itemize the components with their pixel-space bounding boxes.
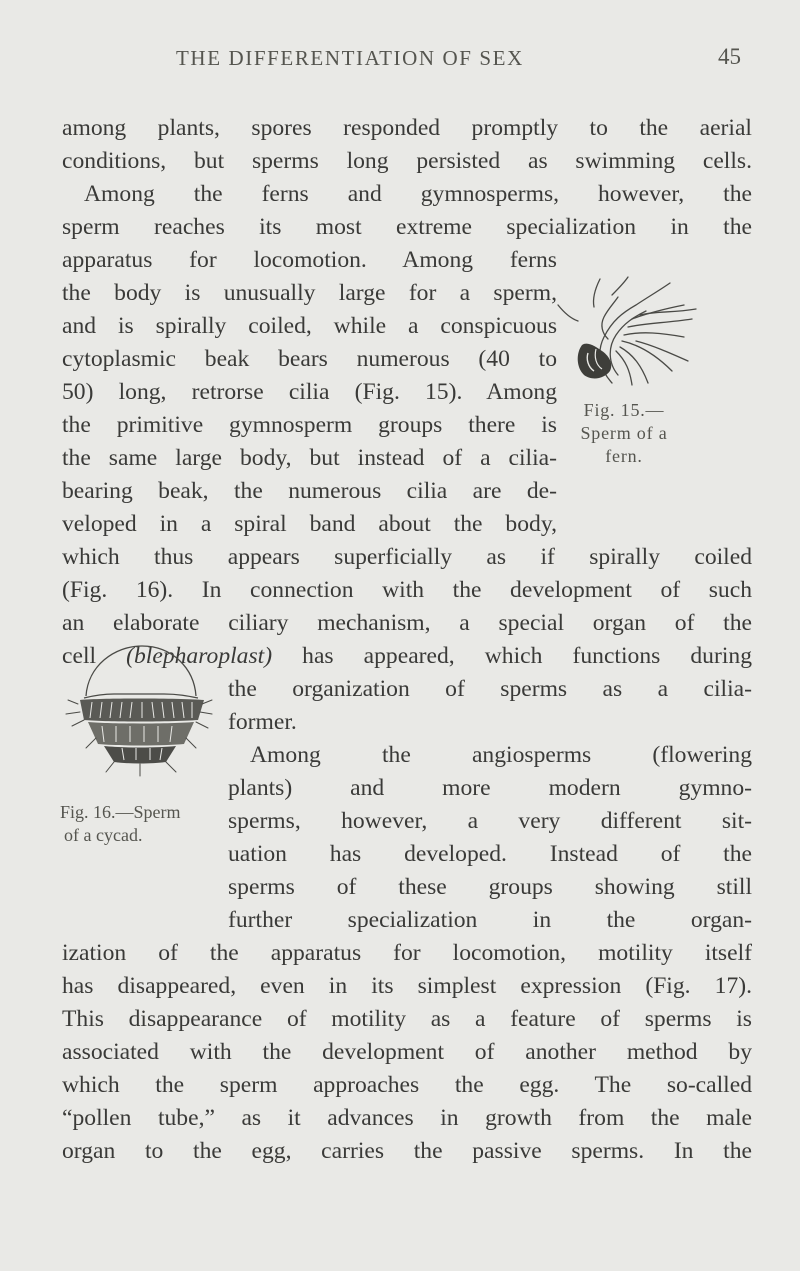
figure-15-label: Fig. 15.—: [583, 400, 665, 420]
figure-16-caption: [60, 801, 220, 847]
figure-15-caption: [558, 399, 690, 468]
text-line: bearing beak, the numerous cilia are de-: [62, 478, 557, 504]
text-line: which the sperm approaches the egg. The so-called: [62, 1072, 752, 1098]
text-line: an elaborate ciliary mechanism, a special organ of the: [62, 610, 752, 636]
text-line: has disappeared, even in its simplest expression (Fig. 17).: [62, 973, 752, 999]
text-line: (Fig. 16). In connection with the development of such: [62, 577, 752, 603]
text-line: further specialization in the organ-: [228, 907, 752, 933]
text-line: among plants, spores responded promptly to the aerial: [62, 115, 752, 141]
text-line: the same large body, but instead of a cilia-: [62, 445, 557, 471]
cycad-sperm-illustration: [62, 638, 214, 778]
text-line: organ to the egg, carries the passive sperms. In the: [62, 1138, 752, 1164]
text-line: uation has developed. Instead of the: [228, 841, 752, 867]
cell-word: cell: [62, 643, 97, 669]
text-line: Among the ferns and gymnosperms, however, the: [84, 181, 752, 207]
text-line: sperms of these groups showing still: [228, 874, 752, 900]
text-line: “pollen tube,” as it advances in growth from the male: [62, 1105, 752, 1131]
text-line: the body is unusually large for a sperm,: [62, 280, 557, 306]
figure-16-label: Fig. 16.—Sperm: [60, 802, 181, 822]
text-line: apparatus for locomotion. Among ferns: [62, 247, 557, 273]
text-line: Among the angiosperms (flowering: [250, 742, 752, 768]
figure-15-caption-line: fern.: [605, 446, 643, 466]
text-line: associated with the development of another method by: [62, 1039, 752, 1065]
text-line: conditions, but sperms long persisted as swimming cells.: [62, 148, 752, 174]
text-line: sperms, however, a very different sit-: [228, 808, 752, 834]
text-line: which thus appears superficially as if spirally coiled: [62, 544, 752, 570]
text-fragment: has appeared, which functions during: [302, 643, 752, 669]
text-line: cytoplasmic beak bears numerous (40 to: [62, 346, 557, 372]
running-head: THE DIFFERENTIATION OF SEX: [176, 46, 524, 70]
text-line: former.: [228, 709, 297, 735]
page-number: 45: [718, 44, 741, 69]
fern-sperm-illustration: [552, 275, 702, 390]
text-line: and is spirally coiled, while a conspicuous: [62, 313, 557, 339]
figure-16-caption-line: of a cycad.: [64, 825, 143, 845]
page-header: [0, 40, 800, 80]
text-line: sperm reaches its most extreme specialization in the: [62, 214, 752, 240]
text-line: the primitive gymnosperm groups there is: [62, 412, 557, 438]
text-line: veloped in a spiral band about the body,: [62, 511, 557, 537]
text-line: plants) and more modern gymno-: [228, 775, 752, 801]
figure-15-caption-line: Sperm of a: [580, 423, 668, 443]
text-line: the organization of sperms as a cilia-: [228, 676, 752, 702]
text-line: This disappearance of motility as a feature of sperms is: [62, 1006, 752, 1032]
text-line: 50) long, retrorse cilia (Fig. 15). Among: [62, 379, 557, 405]
blepharoplast-term: (blepharoplast): [126, 643, 273, 669]
text-line: ization of the apparatus for locomotion, motility itself: [62, 940, 752, 966]
